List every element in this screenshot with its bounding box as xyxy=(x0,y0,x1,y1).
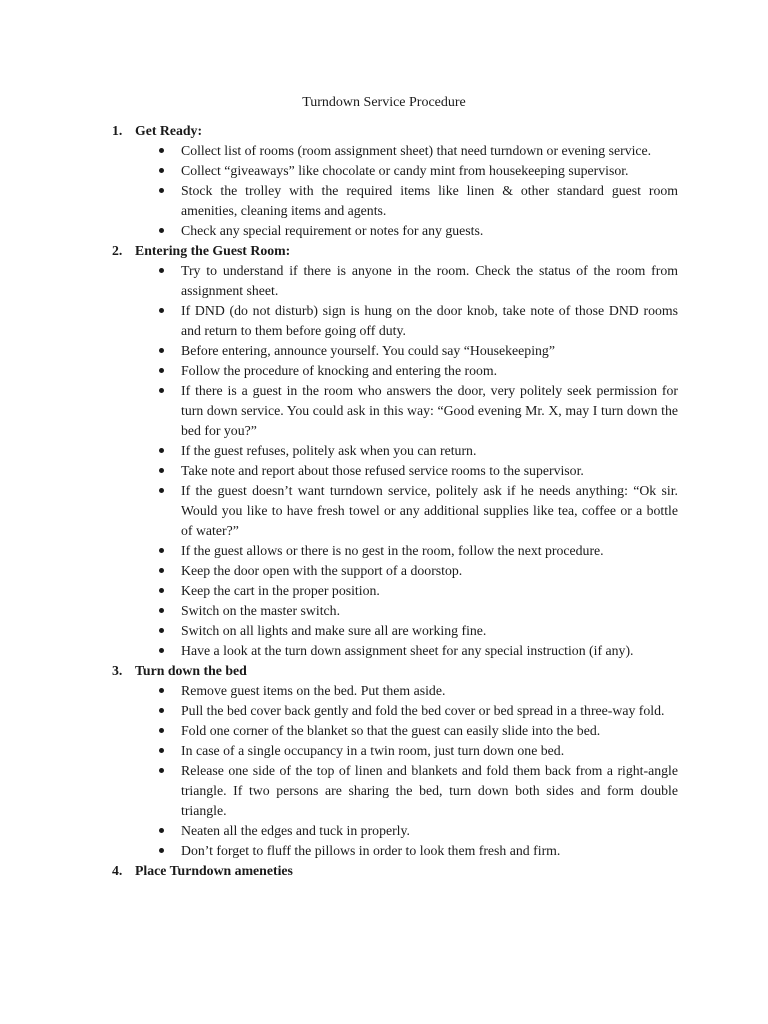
section-heading-text: Entering the Guest Room: xyxy=(135,243,291,258)
section-number: 3. xyxy=(112,663,123,678)
list-item: Remove guest items on the bed. Put them aside. xyxy=(181,681,678,701)
list-item: If the guest refuses, politely ask when you can return. xyxy=(181,441,678,461)
list-item: In case of a single occupancy in a twin room, just turn down one bed. xyxy=(181,741,678,761)
section-turn-down-bed xyxy=(0,661,768,861)
list-item: Fold one corner of the blanket so that the guest can easily slide into the bed. xyxy=(181,721,678,741)
section-heading xyxy=(0,121,768,141)
list-item: Don’t forget to fluff the pillows in order to look them fresh and firm. xyxy=(181,841,678,861)
list-item: Try to understand if there is anyone in the room. Check the status of the room from assignment sheet. xyxy=(181,261,678,301)
list-item: Neaten all the edges and tuck in properly. xyxy=(181,821,678,841)
list-item: Take note and report about those refused service rooms to the supervisor. xyxy=(181,461,678,481)
section-place-turndown-amenities xyxy=(0,861,768,881)
procedure-sections xyxy=(0,121,768,881)
section-number: 4. xyxy=(112,863,123,878)
section-heading-text: Place Turndown ameneties xyxy=(135,863,293,878)
list-item: Pull the bed cover back gently and fold the bed cover or bed spread in a three-way fold. xyxy=(181,701,678,721)
list-item: Stock the trolley with the required items like linen & other standard guest room amenities, cleaning items and agents. xyxy=(181,181,678,221)
section-heading xyxy=(0,241,768,261)
list-item: Collect list of rooms (room assignment sheet) that need turndown or evening service. xyxy=(181,141,678,161)
section-heading xyxy=(0,861,768,881)
section-get-ready xyxy=(0,121,768,241)
section-entering-guest-room xyxy=(0,241,768,661)
list-item: Follow the procedure of knocking and entering the room. xyxy=(181,361,678,381)
list-item: Keep the door open with the support of a doorstop. xyxy=(181,561,678,581)
section-heading-text: Get Ready: xyxy=(135,123,203,138)
list-item: Check any special requirement or notes for any guests. xyxy=(181,221,678,241)
list-item: Keep the cart in the proper position. xyxy=(181,581,678,601)
list-item: Before entering, announce yourself. You could say “Housekeeping” xyxy=(181,341,678,361)
list-item: Release one side of the top of linen and blankets and fold them back from a right-angle triangle. If two persons are sharing the bed, turn down both sides and form double triangle. xyxy=(181,761,678,821)
section-number: 2. xyxy=(112,243,123,258)
list-item: If there is a guest in the room who answers the door, very politely seek permission for turn down service. You could ask in this way: “Good evening Mr. X, may I turn down the bed for you?” xyxy=(181,381,678,441)
bullet-list xyxy=(0,681,768,861)
bullet-list xyxy=(0,141,768,241)
list-item: If the guest allows or there is no gest in the room, follow the next procedure. xyxy=(181,541,678,561)
list-item: Switch on all lights and make sure all are working fine. xyxy=(181,621,678,641)
bullet-list xyxy=(0,261,768,661)
list-item: Switch on the master switch. xyxy=(181,601,678,621)
list-item: If the guest doesn’t want turndown service, politely ask if he needs anything: “Ok sir. Would you like to have fresh towel or any additional supplies like tea, coffee or a bottle of water?” xyxy=(181,481,678,541)
list-item: Have a look at the turn down assignment sheet for any special instruction (if any). xyxy=(181,641,678,661)
list-item: If DND (do not disturb) sign is hung on the door knob, take note of those DND rooms and return to them before going off duty. xyxy=(181,301,678,341)
section-number: 1. xyxy=(112,123,123,138)
list-item: Collect “giveaways” like chocolate or candy mint from housekeeping supervisor. xyxy=(181,161,678,181)
section-heading xyxy=(0,661,768,681)
section-heading-text: Turn down the bed xyxy=(135,663,247,678)
document-title: Turndown Service Procedure xyxy=(302,95,466,110)
